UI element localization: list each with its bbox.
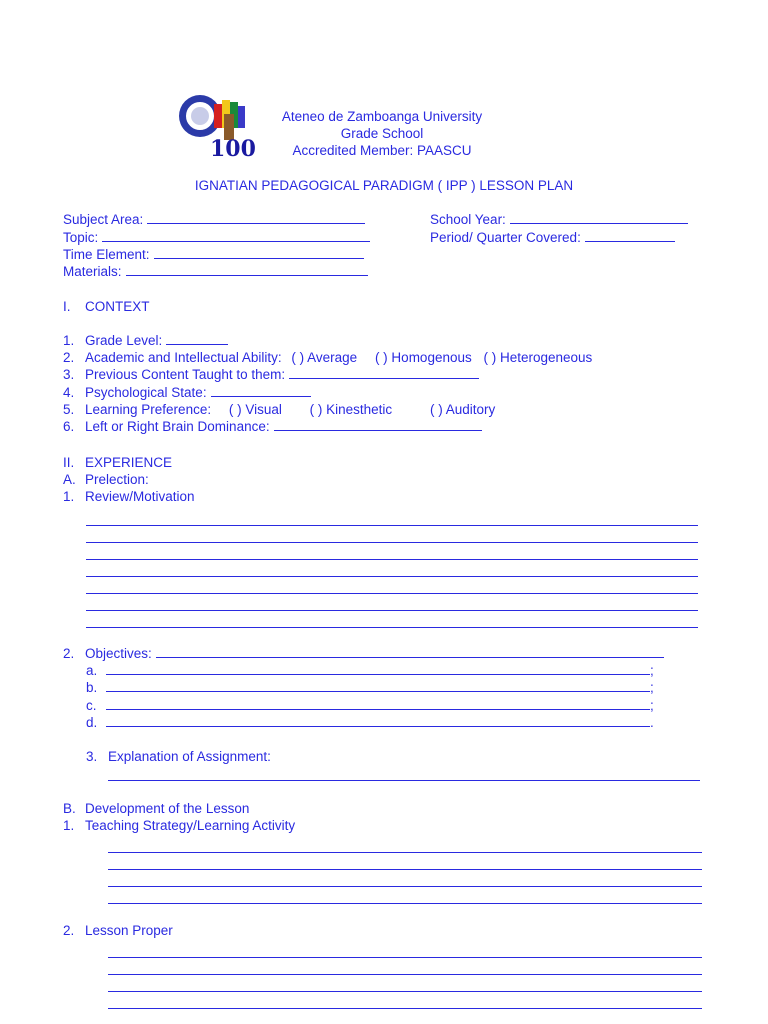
objectives-field[interactable]: 2. Objectives: bbox=[63, 646, 664, 662]
psychological-state-field[interactable]: 4. Psychological State: bbox=[63, 385, 311, 401]
topic-field[interactable]: Topic: bbox=[63, 230, 370, 246]
page-title: IGNATIAN PEDAGOGICAL PARADIGM ( IPP ) LESSON PLAN bbox=[194, 178, 574, 193]
assignment-line[interactable] bbox=[108, 780, 700, 781]
development-heading: B. Development of the Lesson bbox=[63, 801, 250, 816]
context-heading: I. CONTEXT bbox=[63, 299, 150, 314]
review-line[interactable] bbox=[86, 542, 698, 543]
checkbox-kinesthetic[interactable]: ( ) Kinesthetic bbox=[309, 402, 393, 417]
accreditation: Accredited Member: PAASCU bbox=[292, 143, 472, 158]
lesson-proper-line[interactable] bbox=[108, 1008, 702, 1009]
university-logo bbox=[178, 90, 258, 162]
review-line[interactable] bbox=[86, 559, 698, 560]
lesson-proper-line[interactable] bbox=[108, 957, 702, 958]
teaching-strategy-label: 1. Teaching Strategy/Learning Activity bbox=[63, 818, 296, 833]
checkbox-homogenous[interactable]: ( ) Homogenous bbox=[374, 350, 472, 365]
review-motivation-label: 1. Review/Motivation bbox=[63, 489, 195, 504]
academic-ability-row: 2. Academic and Intellectual Ability: ( ) Average ( ) Homogenous ( ) Heterogeneous bbox=[63, 350, 593, 365]
objective-d[interactable]: d. . bbox=[86, 715, 654, 730]
prelection-label: A. Prelection: bbox=[63, 472, 149, 487]
lesson-proper-line[interactable] bbox=[108, 974, 702, 975]
strategy-line[interactable] bbox=[108, 852, 702, 853]
objective-a[interactable]: a. ; bbox=[86, 663, 654, 678]
checkbox-visual[interactable]: ( ) Visual bbox=[228, 402, 282, 417]
university-name: Ateneo de Zamboanga University bbox=[281, 109, 483, 124]
strategy-line[interactable] bbox=[108, 869, 702, 870]
school-name: Grade School bbox=[340, 126, 424, 141]
logo-100-text: 100 bbox=[210, 136, 256, 162]
review-line[interactable] bbox=[86, 576, 698, 577]
assignment-label: 3. Explanation of Assignment: bbox=[86, 749, 271, 764]
experience-heading: II. EXPERIENCE bbox=[63, 455, 173, 470]
time-element-field[interactable]: Time Element: bbox=[63, 247, 364, 263]
materials-field[interactable]: Materials: bbox=[63, 264, 368, 280]
strategy-line[interactable] bbox=[108, 886, 702, 887]
review-line[interactable] bbox=[86, 610, 698, 611]
period-field[interactable]: Period/ Quarter Covered: bbox=[430, 230, 675, 246]
objective-b[interactable]: b. ; bbox=[86, 680, 654, 695]
strategy-line[interactable] bbox=[108, 903, 702, 904]
lesson-proper-label: 2. Lesson Proper bbox=[63, 923, 173, 938]
grade-level-field[interactable]: 1. Grade Level: bbox=[63, 333, 228, 349]
learning-preference-row: 5. Learning Preference: ( ) Visual ( ) Kinesthetic ( ) Auditory bbox=[63, 402, 496, 417]
objective-c[interactable]: c. ; bbox=[86, 698, 654, 713]
subject-area-field[interactable]: Subject Area: bbox=[63, 212, 365, 228]
checkbox-heterogeneous[interactable]: ( ) Heterogeneous bbox=[483, 350, 593, 365]
review-line[interactable] bbox=[86, 627, 698, 628]
lesson-proper-line[interactable] bbox=[108, 991, 702, 992]
previous-content-field[interactable]: 3. Previous Content Taught to them: bbox=[63, 367, 479, 383]
review-line[interactable] bbox=[86, 525, 698, 526]
brain-dominance-field[interactable]: 6. Left or Right Brain Dominance: bbox=[63, 419, 482, 435]
checkbox-average[interactable]: ( ) Average bbox=[291, 350, 358, 365]
review-line[interactable] bbox=[86, 593, 698, 594]
school-year-field[interactable]: School Year: bbox=[430, 212, 688, 228]
checkbox-auditory[interactable]: ( ) Auditory bbox=[429, 402, 496, 417]
